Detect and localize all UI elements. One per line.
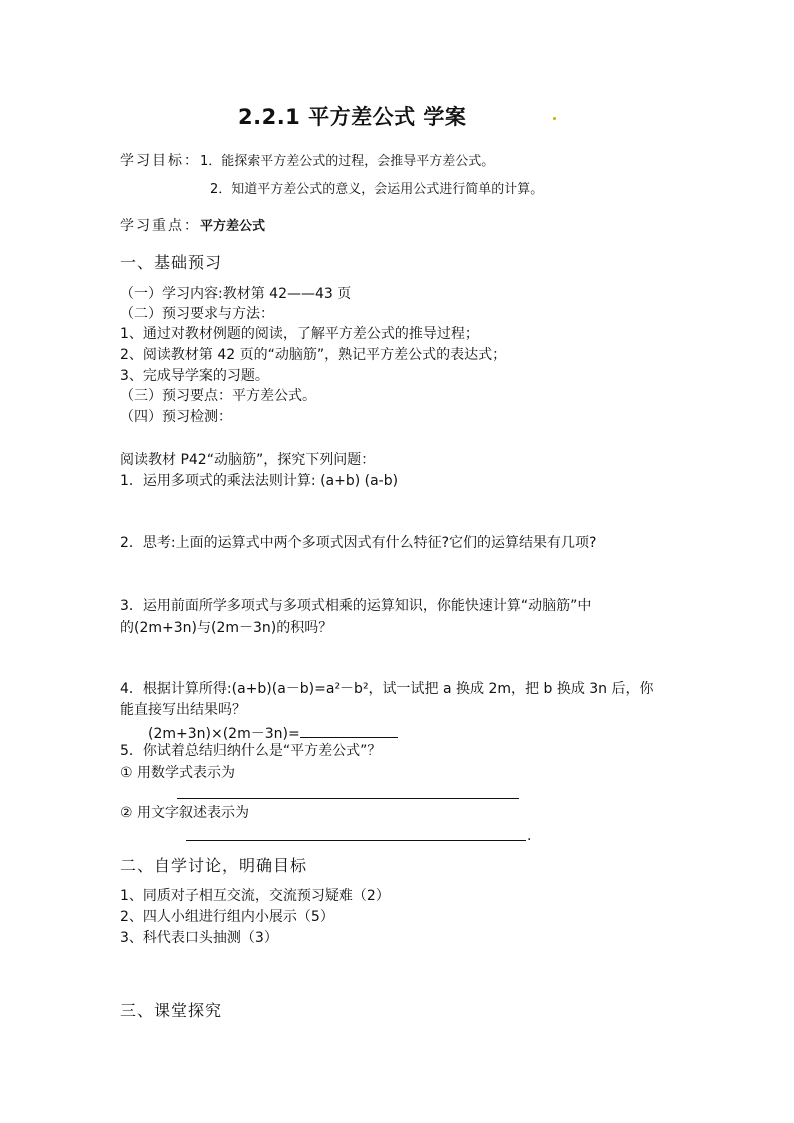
goals-row-1 (120, 150, 494, 170)
question-4-line-2: 能直接写出结果吗？ (120, 702, 246, 718)
question-3-line-1: 3．运用前面所学多项式与多项式相乘的运算知识，你能快速计算“动脑筋”中 (120, 598, 592, 614)
section-2-heading: 二、自学讨论，明确目标 (120, 856, 308, 875)
page-title: 2.2.1 平方差公式 学案 (238, 105, 467, 129)
question-5: 5．你试着总结归纳什么是“平方差公式”？ (120, 743, 382, 759)
section-1-line: 3、完成导学案的习题。 (120, 368, 269, 384)
question-5-a: ① 用数学式表示为 (120, 765, 236, 781)
question-2: 2．思考:上面的运算式中两个多项式因式有什么特征?它们的运算结果有几项? (120, 535, 597, 551)
section-1-line: （一）学习内容:教材第 42——43 页 (120, 286, 352, 302)
goals-label: 学习目标： (120, 153, 200, 169)
goal-item-1: 1．能探索平方差公式的过程，会推导平方差公式。 (200, 154, 495, 169)
question-4-line-1: 4．根据计算所得:(a+b)(a－b)=a²－b²，试一试把 a 换成 2m，把 b 换成 3n 后，你 (120, 681, 654, 697)
answer-line-text[interactable] (186, 840, 526, 841)
reading-intro: 阅读教材 P42“动脑筋”，探究下列问题： (120, 452, 376, 468)
section-2-line: 3、科代表口头抽测（3） (120, 930, 278, 946)
question-4-expr-text: (2m+3n)×(2m－3n)= (148, 726, 300, 742)
focus-value: 平方差公式 (200, 219, 266, 234)
focus-row (120, 215, 265, 235)
section-1-heading: 一、基础预习 (120, 253, 223, 272)
section-1-line: （二）预习要求与方法： (120, 306, 274, 322)
section-2-line: 2、四人小组进行组内小展示（5） (120, 909, 334, 925)
section-1-line: 1、通过对教材例题的阅读，了解平方差公式的推导过程； (120, 326, 479, 342)
decorative-dot (553, 117, 556, 120)
section-1-line: 2、阅读教材第 42 页的“动脑筋”，熟记平方差公式的表达式； (120, 347, 507, 363)
section-1-line: （四）预习检测： (120, 409, 232, 425)
question-5-b: ② 用文字叙述表示为 (120, 805, 250, 821)
goal-item-2: 2．知道平方差公式的意义，会运用公式进行简单的计算。 (210, 182, 544, 197)
question-3-line-2: 的(2m+3n)与(2m－3n)的积吗？ (120, 620, 333, 636)
answer-line-formula[interactable] (177, 798, 519, 799)
section-1-line: （三）预习要点：平方差公式。 (120, 388, 316, 404)
section-3-heading: 三、课堂探究 (120, 1001, 223, 1020)
question-1: 1．运用多项式的乘法法则计算: (a+b) (a-b) (120, 473, 399, 489)
question-4-expression (148, 723, 398, 743)
question-5-b-period: . (527, 828, 532, 844)
section-2-line: 1、同质对子相互交流，交流预习疑难（2） (120, 888, 390, 904)
answer-blank[interactable] (300, 723, 398, 738)
focus-label: 学习重点： (120, 218, 200, 234)
